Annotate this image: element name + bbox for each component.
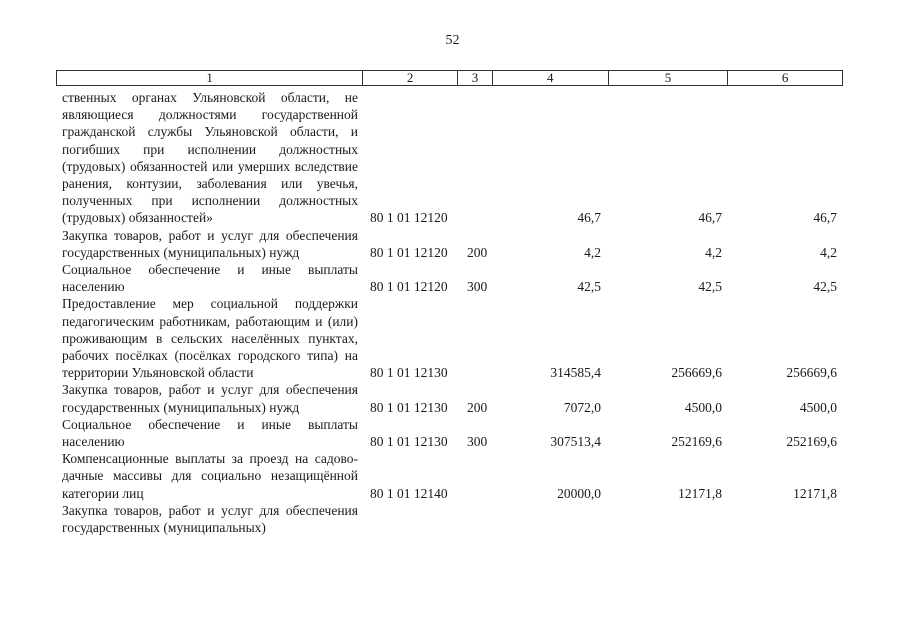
row-value-col4: 42,5 [577, 279, 601, 295]
row-value-col4: 7072,0 [563, 399, 601, 415]
row-value-col5: 4500,0 [684, 399, 722, 415]
row-value-col6: 256669,6 [786, 365, 837, 381]
row-code: 80 1 01 12120 [370, 279, 448, 295]
header-col-3: 3 [458, 71, 493, 85]
header-col-5: 5 [609, 71, 729, 85]
table-row [0, 295, 905, 381]
page-number: 52 [445, 33, 460, 48]
row-value-col5: 42,5 [698, 279, 722, 295]
row-description: Закупка товаров, работ и услуг для обеспечения государственных (муниципальных) нужд [62, 382, 358, 415]
row-code: 80 1 01 12130 [370, 434, 448, 450]
row-expense-type: 300 [467, 279, 488, 295]
row-description: ственных органах Ульяновской области, не являющиеся должностями государственной гражданской службы Ульяновской области, и погибших при исполнении должностных (трудовых) обязанностей или умерших вследствие ранения, контузии, заболевания или увечья, полученных при исполнении должностных (трудовых) обязанностей» [62, 90, 358, 226]
row-value-col5: 256669,6 [671, 365, 722, 381]
row-expense-type: 300 [467, 434, 488, 450]
row-value-col4: 46,7 [577, 210, 601, 226]
row-code: 80 1 01 12120 [370, 244, 448, 260]
row-description: Закупка товаров, работ и услуг для обеспечения государственных (муниципальных) [62, 502, 358, 536]
row-expense-type: 200 [467, 399, 488, 415]
row-code: 80 1 01 12120 [370, 210, 448, 226]
row-value-col6: 42,5 [813, 279, 837, 295]
row-description: Социальное обеспечение и иные выплаты населению [62, 416, 358, 450]
header-col-4: 4 [493, 71, 609, 85]
row-value-col4: 20000,0 [557, 485, 601, 501]
row-expense-type: 200 [467, 244, 488, 260]
row-description: Компенсационные выплаты за проезд на садово-дачные массивы для социально незащищённой категории лиц [62, 451, 358, 501]
budget-table-body [0, 89, 905, 536]
row-value-col4: 314585,4 [550, 365, 601, 381]
row-code: 80 1 01 12130 [370, 399, 448, 415]
table-row [0, 261, 905, 295]
header-col-6: 6 [781, 70, 789, 85]
table-row [0, 450, 905, 502]
table-header [56, 70, 843, 86]
table-row [0, 416, 905, 450]
row-description: Предоставление мер социальной поддержки педагогическим работникам, работающим и (или) проживающим в сельских населённых пунктах, рабочих посёлках (посёлках городского типа) на территории Ульяновской области [62, 296, 358, 381]
row-value-col5: 46,7 [698, 210, 722, 226]
row-value-col6: 46,7 [813, 210, 837, 226]
row-value-col4: 307513,4 [550, 434, 601, 450]
row-code: 80 1 01 12130 [370, 365, 448, 381]
row-value-col6: 4,2 [820, 244, 837, 260]
row-value-col4: 4,2 [584, 244, 601, 260]
row-value-col6: 4500,0 [799, 399, 837, 415]
table-row [0, 89, 905, 227]
row-code: 80 1 01 12140 [370, 485, 448, 501]
row-value-col5: 252169,6 [671, 434, 722, 450]
row-value-col6: 252169,6 [786, 434, 837, 450]
row-value-col5: 4,2 [705, 244, 722, 260]
row-description: Закупка товаров, работ и услуг для обеспечения государственных (муниципальных) нужд [62, 227, 358, 260]
row-value-col5: 12171,8 [678, 485, 722, 501]
header-col-2: 2 [363, 71, 458, 85]
row-description: Социальное обеспечение и иные выплаты населению [62, 262, 358, 295]
row-value-col6: 12171,8 [793, 485, 837, 501]
table-row [0, 502, 905, 536]
table-row [0, 227, 905, 261]
table-row [0, 381, 905, 415]
header-col-1: 1 [57, 71, 363, 85]
